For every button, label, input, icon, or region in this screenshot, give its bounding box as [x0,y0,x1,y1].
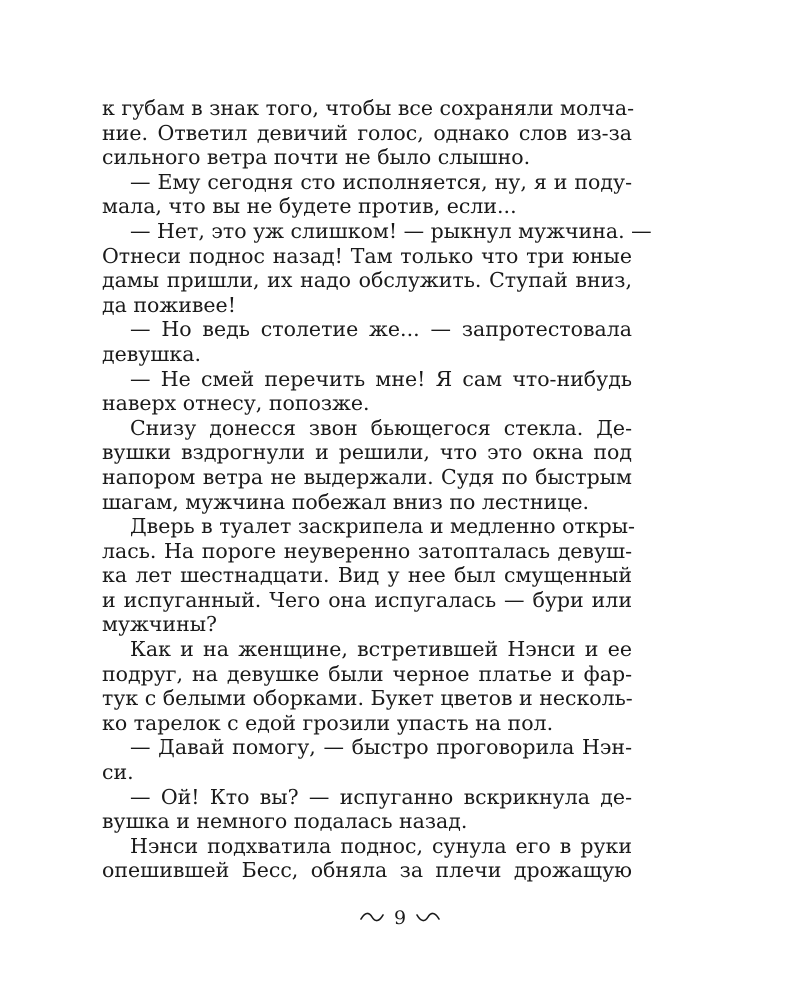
text-line: вушки вздрогнули и решили, что это окна под [102,440,632,465]
ornament-right-icon [415,907,441,929]
text-line: лась. На пороге неуверенно затопталась девуш- [102,538,632,563]
page-footer [0,906,800,929]
text-line: да поживее! [102,292,236,317]
text-line: подруг, на девушке были черное платье и фар- [102,661,632,686]
text-line: — Нет, это уж слишком! — рыкнул мужчина. — [130,218,652,243]
text-line: — Ему сегодня сто исполняется, ну, я и поду- [130,169,632,194]
text-line: и испуганный. Чего она испугалась — бури или [102,587,632,612]
page-number: 9 [393,907,407,929]
body-text [102,96,652,883]
text-line: Отнеси поднос назад! Там только что три юные [102,243,632,268]
text-line: — Не смей перечить мне! Я сам что-нибудь [130,366,632,391]
text-line: опешившей Бесс, обняла за плечи дрожащую [102,858,632,883]
text-line: тук с белыми оборками. Букет цветов и несколь- [102,686,633,711]
text-line: ние. Ответил девичий голос, однако слов из-за [102,120,632,145]
text-line: — Давай помогу, — быстро проговорила Нэн- [130,735,632,760]
text-line: Снизу донесся звон бьющегося стекла. Де- [130,415,632,440]
text-line: Нэнси подхватила поднос, сунула его в руки [130,833,632,858]
text-line: ка лет шестнадцати. Вид у нее был смущенный [102,563,632,588]
text-line: Как и на женщине, встретившей Нэнси и ее [130,637,632,662]
text-line: дамы пришли, их надо обслужить. Ступай вниз, [102,268,632,293]
text-line: — Ой! Кто вы? — испуганно вскрикнула де- [130,784,632,809]
text-line: Дверь в туалет заскрипела и медленно откры- [130,514,635,539]
text-line: к губам в знак того, чтобы все сохраняли молча- [102,96,635,120]
text-line: — Но ведь столетие же... — запротестовала [130,317,632,342]
text-line: си. [102,760,134,785]
text-line: мужчины? [102,612,218,637]
ornament-left-icon [359,907,385,929]
text-line: сильного ветра почти не было слышно. [102,145,531,170]
text-line: наверх отнесу, попозже. [102,391,370,416]
text-line: девушка. [102,341,201,366]
text-line: ко тарелок с едой грозили упасть на пол. [102,710,554,735]
text-line: вушка и немного подалась назад. [102,809,468,834]
text-line: шагам, мужчина побежал вниз по лестнице. [102,489,590,514]
text-line: напором ветра не выдержали. Судя по быстрым [102,464,632,489]
text-line: мала, что вы не будете против, если... [102,194,517,219]
